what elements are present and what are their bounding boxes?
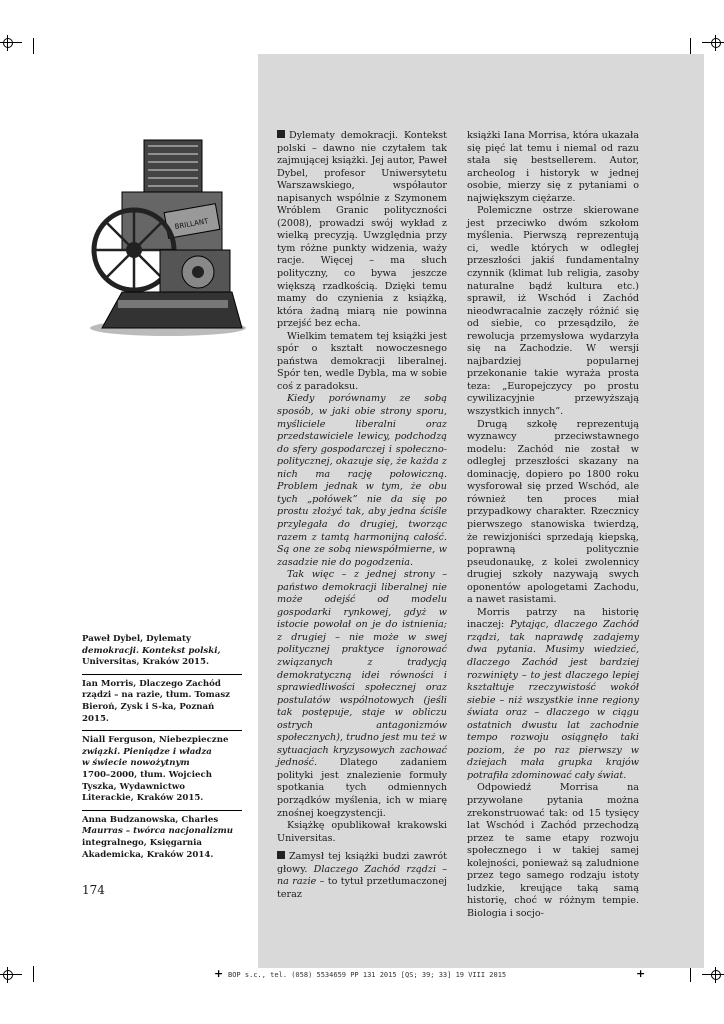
paragraph-text: Dlatego zadaniem polityki jest znalezienie formuły spotkania tych odmiennych porządków myślenia, ich w miarę znośnej koegzystencji.: [277, 757, 447, 819]
caption-entry: [82, 675, 242, 731]
crop-mark: [33, 38, 34, 54]
paragraph-text: Zamysł tej książki budzi zawrót głowy.: [277, 851, 447, 875]
caption-line: integralnego, Księgarnia: [82, 837, 202, 848]
paragraph: [277, 851, 447, 901]
plus-mark-icon: +: [214, 967, 224, 980]
caption-line: związki. Pieniądze i władza: [82, 746, 212, 757]
caption-line: rządzi – na razie, tłum. Tomasz: [82, 690, 231, 701]
registration-mark-icon: [708, 35, 724, 51]
caption-line: Akademicka, Kraków 2014.: [82, 849, 214, 860]
paragraph: książki Iana Morrisa, która ukazała się pięć lat temu i niemal od razu stała się bestsellerem. Autor, archeolog i historyk w jednej osobie, mierzy się z pytaniami o największym ciężarze.: [467, 130, 639, 204]
quote-text: Pytając, dlaczego Zachód rządzi, tak naprawdę zadajemy dwa pytania. Musimy wiedzieć, dlaczego Zachód jest bardziej rozwinięty – to jest dlaczego lepiej kształtuje rzeczywistość wokół siebie – niż wszystkie inne regiony świata oraz – dlaczego w ciągu ostatnich dwustu lat zachodnie tempo rozwoju osiągnęło taki poziom, że po raz pierwszy w dziejach mała grupka krajów potrafiła zdominować cały świat.: [467, 619, 639, 781]
crop-mark: [690, 966, 691, 982]
caption-entry: [82, 731, 242, 811]
page-number: 174: [82, 883, 105, 897]
registration-mark-icon: [0, 967, 16, 983]
caption-line: Paweł Dybel, Dylematy: [82, 634, 191, 644]
machine-label: BRILLANT: [174, 217, 209, 232]
quote-text: Tak więc – z jednej strony – państwo demokracji liberalnej nie może odejść od modelu gospodarki rynkowej, gdyż w istocie powołał on je do istnienia; z drugiej – nie może w swej politycznej praktyce ignorować związanych z tradycją demokratyczną idei równości i sprawiedliwości społecznej oraz postulatów wspólnotowych (jeśli tak postępuje, staje w obliczu ostrych antagonizmów społecznych), trudno jest mu też w sytuacjach kryzysowych zachować jedność.: [277, 569, 447, 769]
printer-footer: BOP s.c., tel. (058) 5534659 PP 131 2015 [QS; 39; 33] 19 VIII 2015: [228, 971, 507, 979]
caption-line: w świecie nowożytnym: [82, 758, 190, 769]
caption-line: demokracji. Kontekst polski,: [82, 645, 221, 656]
book-title-text: Dlaczego Zachód rządzi – na razie: [277, 863, 448, 888]
caption-line: Niall Ferguson, Niebezpieczne: [82, 735, 229, 746]
paragraph-text: – to tytuł przetłumaczonej teraz: [277, 876, 447, 900]
paragraph: Wielkim tematem tej książki jest spór o kształt nowoczesnego państwa demokracji liberalnej. Spór ten, wedle Dybla, ma w sobie coś z paradoksu.: [277, 330, 447, 392]
paragraph: Książkę opublikował krakowski Universitas.: [277, 820, 447, 844]
caption-line: Ian Morris, Dlaczego Zachód: [82, 678, 221, 689]
book-captions: [82, 630, 242, 866]
text-column-left: [277, 130, 447, 901]
paragraph-text: Dylematy demokracji. Kontekst polski – dawno nie czytałem tak zajmującej książki. Jej autor, Paweł Dybel, profesor Uniwersytetu Warszawskiego, współautor napisanych wspólnie z Szymonem Wróblem Granic polityczności (2008), prowadzi swój wykład z wielką precyzją. Uwzględnia przy tym różne punkty widzenia, waży racje. Więcej – ma słuch polityczny, co bywa jeszcze większą rzadkością. Dzięki temu mamy do czynienia z książką, która żadną miarą nie powinna przejść bez echa.: [277, 130, 447, 330]
registration-mark-icon: [0, 35, 16, 51]
caption-line: Literackie, Kraków 2015.: [82, 793, 204, 804]
paragraph: [277, 569, 447, 820]
caption-line: Anna Budzanowska, Charles: [82, 814, 219, 825]
caption-entry: [82, 630, 242, 675]
caption-line: Tyszka, Wydawnictwo: [82, 781, 185, 792]
crop-mark: [33, 966, 34, 982]
paragraph: [277, 130, 447, 331]
caption-line: Bieroń, Zysk i S-ka, Poznań 2015.: [82, 701, 215, 724]
paragraph: Drugą szkołę reprezentują wyznawcy przeciwstawnego modelu: Zachód nie został w odległej przeszłości skazany na dominację, dopiero po 1800 roku wysforował się przed Wschód, ale również ten proces miał przypadkowy charakter. Rzecznicy pierwszego stanowiska twierdzą, że rewizjoniści sprzedają kiepską, poprawną politycznie pseudonaukę, z kolei zwolennicy drugiej szkoły nazywają swych oponentów apologetami Zachodu, a nawet rasistami.: [467, 418, 639, 606]
section-marker-icon: [277, 851, 285, 859]
caption-line: 1700–2000, tłum. Wojciech: [82, 769, 212, 780]
crop-mark: [690, 38, 691, 54]
paragraph: Polemiczne ostrze skierowane jest przeciwko dwóm szkołom myślenia. Pierwszą reprezentują ci, wedle których w odległej przeszłości jakiś fundamentalny czynnik (klimat lub religia, zasoby naturalne bądź kultura etc.) sprawił, iż Wschód i Zachód nieodwracalnie zaczęły różnić się od siebie, co przesądziło, że rewolucja przemysłowa wydarzyła się na Zachodzie. W wersji najbardziej popularnej przekonanie takie wyraża prosta teza: „Europejczycy po prostu cywilizacyjnie przewyższają wszystkich innych”.: [467, 205, 639, 418]
caption-entry: [82, 811, 242, 866]
plus-mark-icon: +: [636, 967, 646, 980]
quote-paragraph: Kiedy porównamy ze sobą sposób, w jaki obie strony sporu, myśliciele liberalni oraz przedstawiciele lewicy, podchodzą do sfery gospodarczej i społeczno-politycznej, okazuje się, że każda z nich ma rację połowiczną. Problem jednak w tym, że obu tych „połówek” nie da się po prostu złożyć tak, aby jedna ściśle przylegała do drugiej, tworząc razem z tamtą harmonijną całość. Są one ze sobą niewspółmierne, w zasadzie nie do pogodzenia.: [277, 393, 447, 568]
section-marker-icon: [277, 130, 285, 138]
caption-line: Universitas, Kraków 2015.: [82, 657, 210, 668]
paragraph-text: Morris patrzy na historię inaczej:: [467, 606, 639, 631]
caption-line: Maurras – twórca nacjonalizmu: [82, 826, 233, 837]
paragraph: Odpowiedź Morrisa na przywołane pytania można zrekonstruować tak: od 15 tysięcy lat Wschód i Zachód przechodzą przez te same etapy rozwoju społecznego i w takiej samej kolejności, ponieważ są zaludnione przez tego samego rodzaju istoty ludzkie, kreujące taką samą historię, choć w różnym tempie. Biologia i socjo-: [467, 782, 639, 919]
printing-press-illustration: [82, 132, 254, 340]
paragraph: [467, 607, 639, 783]
text-column-right: [467, 130, 639, 920]
registration-mark-icon: [708, 967, 724, 983]
